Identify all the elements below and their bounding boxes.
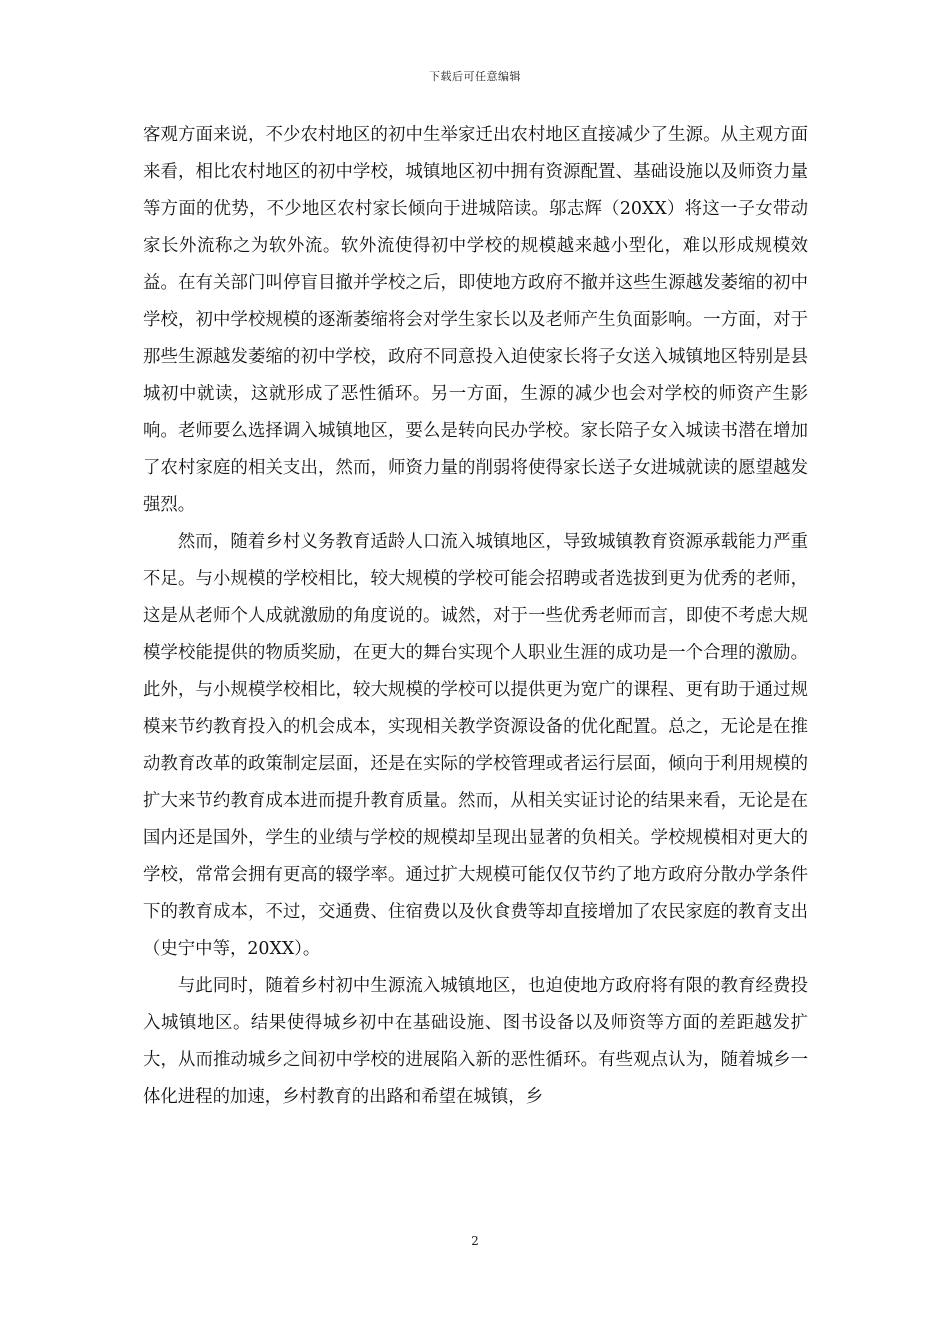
document-body	[143, 117, 808, 1116]
paragraph-2: 然而，随着乡村义务教育适龄人口流入城镇地区，导致城镇教育资源承载能力严重不足。与小规模的学校相比，较大规模的学校可能会招聘或者选拔到更为优秀的老师，这是从老师个人成就激励的角度说的。诚然，对于一些优秀老师而言，即使不考虑大规模学校能提供的物质奖励，在更大的舞台实现个人职业生涯的成功是一个合理的激励。此外，与小规模学校相比，较大规模的学校可以提供更为宽广的课程、更有助于通过规模来节约教育投入的机会成本，实现相关教学资源设备的优化配置。总之，无论是在推动教育改革的政策制定层面，还是在实际的学校管理或者运行层面，倾向于利用规模的扩大来节约教育成本进而提升教育质量。然而，从相关实证讨论的结果来看，无论是在国内还是国外，学生的业绩与学校的规模却呈现出显著的负相关。学校规模相对更大的学校，常常会拥有更高的辍学率。通过扩大规模可能仅仅节约了地方政府分散办学条件下的教育成本，不过，交通费、住宿费以及伙食费等却直接增加了农民家庭的教育支出（史宁中等，20XX）。	[143, 532, 808, 959]
paragraph-3: 与此同时，随着乡村初中生源流入城镇地区，也迫使地方政府将有限的教育经费投入城镇地区。结果使得城乡初中在基础设施、图书设备以及师资等方面的差距越发扩大，从而推动城乡之间初中学校的进展陷入新的恶性循环。有些观点认为，随着城乡一体化进程的加速，乡村教育的出路和希望在城镇，乡	[143, 976, 808, 1107]
page-header: 下载后可任意编辑	[429, 70, 521, 83]
page-number: 2	[471, 1234, 479, 1248]
paragraph-1: 客观方面来说，不少农村地区的初中生举家迁出农村地区直接减少了生源。从主观方面来看，相比农村地区的初中学校，城镇地区初中拥有资源配置、基础设施以及师资力量等方面的优势，不少地区农村家长倾向于进城陪读。邬志辉（20XX）将这一子女带动家长外流称之为软外流。软外流使得初中学校的规模越来越小型化，难以形成规模效益。在有关部门叫停盲目撤并学校之后，即使地方政府不撤并这些生源越发萎缩的初中学校，初中学校规模的逐渐萎缩将会对学生家长以及老师产生负面影响。一方面，对于那些生源越发萎缩的初中学校，政府不同意投入迫使家长将子女送入城镇地区特别是县城初中就读，这就形成了恶性循环。另一方面，生源的减少也会对学校的师资产生影响。老师要么选择调入城镇地区，要么是转向民办学校。家长陪子女入城读书潜在增加了农村家庭的相关支出，然而，师资力量的削弱将使得家长送子女进城就读的愿望越发强烈。	[143, 125, 808, 515]
